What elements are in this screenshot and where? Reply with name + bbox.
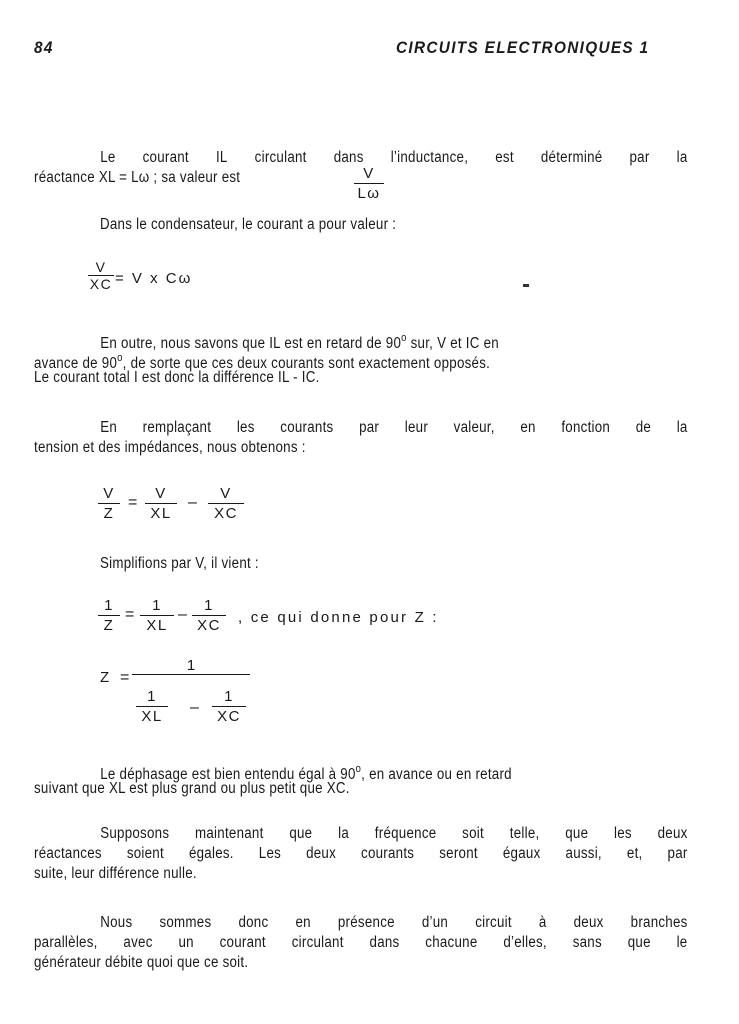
fraction-1-over-z: $\frac{1}{Z}$	[98, 597, 120, 635]
running-title: CIRCUITS ELECTRONIQUES 1	[396, 38, 650, 57]
word: égales.	[188, 845, 234, 862]
page-number: 84	[34, 38, 54, 57]
word: soit	[462, 825, 484, 842]
z-symbol: Z	[100, 669, 110, 686]
fraction-1-over-xl: $\frac{1}{XL}$	[140, 597, 174, 635]
text-line: suite, leur différence nulle.	[34, 865, 197, 882]
main-fraction-numerator: 1	[132, 657, 250, 675]
fraction-v-over-xc	[88, 261, 114, 291]
text-line: tension et des impédances, nous obtenons :	[34, 439, 306, 456]
word: donc	[238, 914, 269, 931]
word: courants	[280, 419, 334, 436]
word: courants	[361, 845, 415, 862]
word: les	[236, 419, 255, 436]
superscript-degree: o	[355, 763, 362, 775]
word: circulant	[254, 149, 307, 166]
equation-rhs: = V x Cω	[115, 270, 193, 287]
paragraph-condensateur	[100, 215, 396, 235]
paragraph-simplifions	[100, 554, 259, 574]
fraction-denominator: XC	[89, 276, 113, 292]
word: IL	[215, 149, 228, 166]
equation-trailing-text: , ce qui donne pour Z :	[238, 609, 439, 626]
word: circulant	[291, 934, 344, 951]
word: par	[667, 845, 688, 862]
fraction-1-over-xl: $\frac{1}{XL}$	[136, 688, 168, 726]
word: seront	[439, 845, 478, 862]
fraction-v-over-xl: $\frac{V}{XL}$	[145, 485, 177, 523]
word: deux	[573, 914, 604, 931]
word: fonction	[561, 419, 611, 436]
word: Supposons	[100, 825, 170, 842]
minus-sign: –	[188, 494, 197, 511]
word: que	[627, 934, 651, 951]
word: deux	[657, 825, 688, 842]
word: à	[538, 914, 547, 931]
word: que	[565, 825, 589, 842]
text-line: Simplifions par V, il vient :	[100, 555, 259, 572]
fraction-v-over-z: $\frac{V}{Z}$	[98, 485, 120, 523]
word: Les	[258, 845, 282, 862]
word: sans	[572, 934, 602, 951]
word: sommes	[159, 914, 212, 931]
word: deux	[306, 845, 337, 862]
text-line: avance de 90$^o$, de sorte que ces deux courants sont exactement opposés.	[34, 352, 491, 372]
text-line	[100, 824, 687, 844]
text-line: Dans le condensateur, le courant a pour valeur :	[100, 216, 397, 233]
fraction-v-over-xc: $\frac{V}{XC}$	[208, 485, 244, 523]
word: remplaçant	[142, 419, 212, 436]
text-line-content: réactance XL = Lω ; sa valeur est	[34, 169, 241, 186]
word: dans	[333, 149, 364, 166]
text-line	[100, 418, 687, 438]
word: Le	[100, 149, 116, 166]
word: fréquence	[374, 825, 437, 842]
fraction-1-over-xc: $\frac{1}{XC}$	[192, 597, 226, 635]
word: de	[635, 419, 652, 436]
text-line	[34, 933, 688, 953]
fraction-numerator: V	[354, 165, 384, 184]
word: la	[676, 419, 688, 436]
word: par	[359, 419, 380, 436]
text-line: Le déphasage est bien entendu égal à 90$^o$, en avance ou en retard	[100, 763, 512, 783]
fraction-v-over-lomega	[354, 165, 384, 203]
word: parallèles,	[34, 934, 98, 951]
word: l’inductance,	[390, 149, 469, 166]
word: courant	[142, 149, 189, 166]
word: telle,	[509, 825, 540, 842]
text-line: Le courant total I est donc la différence IL - IC.	[34, 369, 320, 386]
fraction-denominator: Lω	[357, 185, 381, 202]
word: déterminé	[540, 149, 603, 166]
equals-sign: =	[120, 669, 130, 686]
word: le	[676, 934, 688, 951]
word: branches	[630, 914, 688, 931]
word: courant	[219, 934, 266, 951]
word: en	[295, 914, 311, 931]
word: présence	[337, 914, 395, 931]
text-line	[100, 913, 687, 933]
word: valeur,	[453, 419, 495, 436]
word: dans	[369, 934, 400, 951]
text-line	[34, 168, 240, 188]
word: En	[100, 419, 118, 436]
print-mark	[523, 284, 529, 287]
text-line	[100, 148, 687, 168]
word: un	[178, 934, 194, 951]
text-line: générateur débite quoi que ce soit.	[34, 954, 249, 971]
word: par	[629, 149, 650, 166]
superscript-degree: o	[117, 352, 123, 364]
text-line: En outre, nous savons que IL est en retard de 90$^o$ sur, V et IC en	[100, 332, 499, 352]
word: en	[520, 419, 536, 436]
word: leur	[404, 419, 429, 436]
word: soient	[126, 845, 164, 862]
fraction-1-over-xc: $\frac{1}{XC}$	[212, 688, 246, 726]
word: les	[614, 825, 632, 842]
superscript-degree: o	[401, 332, 407, 344]
word: chacune	[425, 934, 478, 951]
word: maintenant	[195, 825, 264, 842]
word: la	[676, 149, 688, 166]
equals-sign: =	[125, 606, 135, 623]
text-line	[34, 844, 688, 864]
word: circuit	[475, 914, 512, 931]
word: que	[289, 825, 313, 842]
fraction-numerator: V	[88, 261, 114, 276]
minus-sign: –	[190, 699, 199, 716]
word: aussi,	[565, 845, 602, 862]
word: d’un	[421, 914, 449, 931]
minus-sign: –	[178, 606, 187, 623]
word: avec	[123, 934, 153, 951]
equals-sign: =	[128, 494, 138, 511]
word: Nous	[100, 914, 133, 931]
word: égaux	[502, 845, 541, 862]
word: réactances	[34, 845, 102, 862]
word: d’elles,	[503, 934, 547, 951]
word: est	[495, 149, 514, 166]
word: la	[338, 825, 350, 842]
text-line: suivant que XL est plus grand ou plus petit que XC.	[34, 780, 350, 797]
word: et,	[626, 845, 643, 862]
